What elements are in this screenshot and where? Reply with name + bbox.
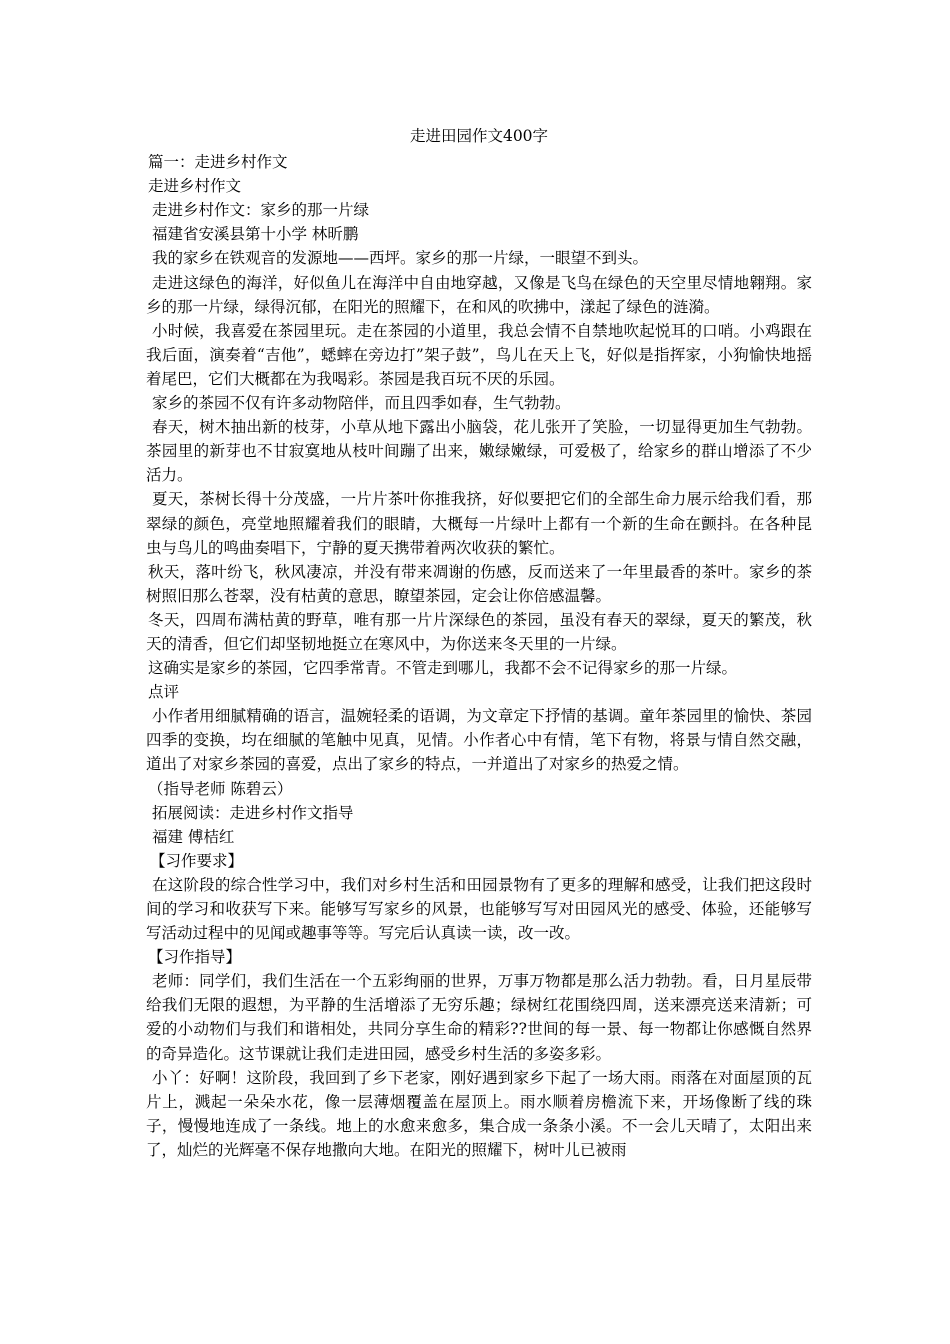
paragraph: 在这阶段的综合性学习中，我们对乡村生活和田园景物有了更多的理解和感受，让我们把这段时间的学习和收获写下来。能够写写家乡的风景，也能够写写对田园风光的感受、体验，还能够写写活动过程中的见闻或趣事等等。写完后认真读一读，改一改。 bbox=[146, 875, 812, 943]
document-body bbox=[146, 150, 812, 1162]
document-page bbox=[146, 124, 812, 1162]
paragraph: 冬天，四周布满枯黄的野草，唯有那一片片深绿色的茶园，虽没有春天的翠绿，夏天的繁茂，秋天的清香，但它们却坚韧地挺立在寒风中，为你送来冬天里的一片绿。 bbox=[146, 610, 812, 653]
paragraph: 【习作指导】 bbox=[148, 948, 242, 967]
paragraph: 小时候，我喜爱在茶园里玩。走在茶园的小道里，我总会情不自禁地吹起悦耳的口哨。小鸡跟在我后面，演奏着“吉他”，蟋蟀在旁边打”架子鼓”，鸟儿在天上飞，好似是指挥家，小狗愉快地摇着尾巴，它们大概都在为我喝彩。茶园是我百玩不厌的乐园。 bbox=[146, 321, 812, 388]
paragraph: 春天，树木抽出新的枝芽，小草从地下露出小脑袋，花儿张开了笑脸，一切显得更加生气勃勃。茶园里的新芽也不甘寂寞地从枝叶间蹦了出来，嫩绿嫩绿，可爱极了，给家乡的群山增添了不少活力。 bbox=[146, 418, 812, 485]
paragraph: 这确实是家乡的茶园，它四季常青。不管走到哪儿，我都不会不记得家乡的那一片绿。 bbox=[148, 659, 738, 678]
paragraph: 拓展阅读：走进乡村作文指导 bbox=[152, 803, 354, 822]
paragraph: （指导老师 陈碧云） bbox=[148, 779, 293, 798]
paragraph: 福建 傅桔红 bbox=[152, 827, 235, 846]
paragraph: 夏天，茶树长得十分茂盛，一片片茶叶你推我挤，好似要把它们的全部生命力展示给我们看，那翠绿的颜色，亮堂地照耀着我们的眼睛，大概每一片绿叶上都有一个新的生命在颤抖。在各种昆虫与鸟儿的鸣曲奏唱下，宁静的夏天携带着两次收获的繁忙。 bbox=[146, 490, 812, 557]
document-title: 走进田园作文400字 bbox=[409, 127, 549, 145]
paragraph: 走进乡村作文 bbox=[148, 177, 242, 196]
paragraph: 小丫：好啊！这阶段，我回到了乡下老家，刚好遇到家乡下起了一场大雨。雨落在对面屋顶的瓦片上，溅起一朵朵水花，像一层薄烟覆盖在屋顶上。雨水顺着房檐流下来，开场像断了线的珠子，慢慢地连成了一条线。地上的水愈来愈多，集合成一条条小溪。不一会儿天晴了，太阳出来了，灿烂的光辉毫不保存地撒向大地。在阳光的照耀下，树叶儿已被雨 bbox=[146, 1068, 812, 1159]
paragraph: 走进这绿色的海洋，好似鱼儿在海洋中自由地穿越，又像是飞鸟在绿色的天空里尽情地翱翔。家乡的那一片绿，绿得沉郁，在阳光的照耀下，在和风的吹拂中，漾起了绿色的涟漪。 bbox=[146, 273, 812, 316]
paragraph: 小作者用细腻精确的语言，温婉轻柔的语调，为文章定下抒情的基调。童年茶园里的愉快、茶园四季的变换，均在细腻的笔触中见真，见情。小作者心中有情，笔下有物，将景与情自然交融，道出了对家乡茶园的喜爱，点出了家乡的特点，一并道出了对家乡的热爱之情。 bbox=[146, 707, 812, 774]
paragraph: 【习作要求】 bbox=[150, 851, 244, 870]
paragraph: 福建省安溪县第十小学 林昕鹏 bbox=[152, 225, 359, 244]
paragraph: 秋天，落叶纷飞，秋风凄凉，并没有带来凋谢的伤感，反而送来了一年里最香的茶叶。家乡的茶树照旧那么苍翠，没有枯黄的意思，瞭望茶园，定会让你倍感温馨。 bbox=[146, 562, 812, 605]
paragraph: 家乡的茶园不仅有许多动物陪伴，而且四季如春，生气勃勃。 bbox=[152, 394, 571, 413]
paragraph: 老师：同学们，我们生活在一个五彩绚丽的世界，万事万物都是那么活力勃勃。看，日月星辰带给我们无限的遐想，为平静的生活增添了无穷乐趣；绿树红花围绕四周，送来漂亮送来清新；可爱的小动物们与我们和谐相处，共同分享生命的精彩??世间的每一景、每一物都让你感慨自然界的奇异造化。这节课就让我们走进田园，感受乡村生活的多姿多彩。 bbox=[146, 972, 812, 1063]
paragraph: 篇一：走进乡村作文 bbox=[148, 153, 288, 172]
paragraph: 我的家乡在铁观音的发源地——西坪。家乡的那一片绿，一眼望不到头。 bbox=[152, 249, 649, 268]
paragraph: 走进乡村作文：家乡的那一片绿 bbox=[152, 201, 370, 220]
paragraph: 点评 bbox=[148, 683, 180, 702]
